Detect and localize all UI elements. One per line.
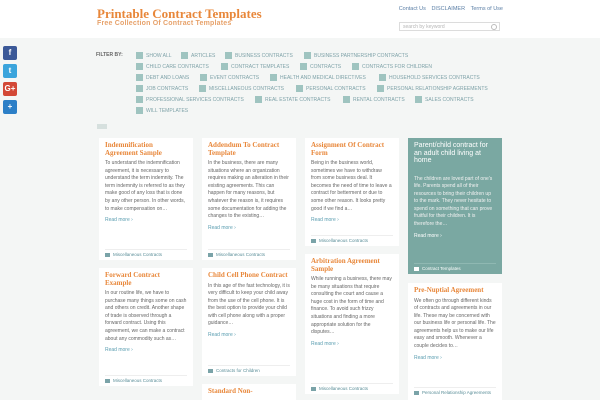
filter-event-contracts[interactable] <box>200 74 259 82</box>
post-card[interactable] <box>99 138 193 260</box>
post-category-label: Contract Templates <box>422 266 461 271</box>
post-category-label: Contracts for Children <box>216 368 260 373</box>
top-nav <box>395 6 503 12</box>
post-title[interactable]: Arbitration Agreement Sample <box>311 257 380 273</box>
read-more-link[interactable]: Read more › <box>311 217 339 224</box>
filter-miscellaneous-contracts[interactable] <box>199 85 284 93</box>
post-category[interactable] <box>414 387 496 396</box>
read-more-link[interactable]: Read more › <box>311 340 339 347</box>
filter-health-and-medical-directives[interactable] <box>270 74 366 82</box>
filter-label-text: HEALTH AND MEDICAL DIRECTIVES <box>280 75 366 81</box>
checkbox-icon <box>296 85 303 92</box>
filter-job-contracts[interactable] <box>136 85 188 93</box>
read-more-link[interactable]: Read more › <box>208 224 236 231</box>
nav-terms-of-use[interactable]: Terms of Use <box>470 6 503 12</box>
read-more-link[interactable]: Read more › <box>414 354 442 361</box>
filter-personal-relationship-agreements[interactable] <box>377 85 488 93</box>
checkbox-icon <box>225 52 232 59</box>
checkbox-icon <box>255 96 262 103</box>
filter-contract-templates[interactable] <box>221 63 289 71</box>
filter-label-text: BUSINESS PARTNERSHIP CONTRACTS <box>314 53 409 59</box>
filter-label-text: CONTRACTS <box>310 64 342 70</box>
post-excerpt: We often go through different kinds of contracts and agreements in our life. These may be concerned with our business life or personal life. The agreements help us to make our life easy and smooth. Whenever a couple decides to… <box>414 297 496 350</box>
checkbox-icon <box>415 96 422 103</box>
post-title[interactable]: Addendum To Contract Template <box>208 141 280 157</box>
post-category-label: Miscellaneous Contracts <box>113 378 163 383</box>
post-category-label: Miscellaneous Contracts <box>319 238 369 243</box>
filter-contracts[interactable] <box>300 63 341 71</box>
post-excerpt: In our routine life, we have to purchase many things some on cash and others on credit. Another shape of trade is observed through a forward contract. Using this agreement, we can make a contract about any commodity such as… <box>105 290 187 342</box>
folder-icon <box>311 387 316 391</box>
post-title[interactable]: Indemnification Agreement Sample <box>105 141 162 157</box>
search-input[interactable] <box>399 22 500 31</box>
post-card[interactable] <box>202 138 296 260</box>
post-title[interactable]: Pre-Nuptial Agreement <box>414 286 484 294</box>
filter-label-text: CONTRACT TEMPLATES <box>231 64 290 70</box>
checkbox-icon <box>270 74 277 81</box>
post-category-label: Miscellaneous Contracts <box>216 252 266 257</box>
filter-contracts-for-children[interactable] <box>352 63 432 71</box>
post-title[interactable]: Parent/child contract for an adult child living at home <box>414 142 488 164</box>
filter-label-text: PROFESSIONAL SERVICES CONTRACTS <box>146 97 244 103</box>
post-excerpt: While running a business, there may be many situations that require consulting the court and cause a huge cost in the form of time and finance. To avoid such frizzy situations and finding a more appropriate solution for the disputes… <box>311 276 392 336</box>
post-category[interactable] <box>414 263 496 272</box>
googleplus-icon[interactable]: G+ <box>3 82 17 96</box>
folder-icon <box>208 253 213 257</box>
post-category[interactable] <box>105 375 187 384</box>
checkbox-icon <box>352 63 359 70</box>
site-tagline: Free Collection Of Contract Templates <box>97 20 232 27</box>
post-category[interactable] <box>311 235 393 244</box>
filter-rental-contracts[interactable] <box>343 96 405 104</box>
filter-show-all[interactable] <box>136 52 172 60</box>
post-excerpt: The children are loved part of one's life. Parents spend all of their resources to bring their children up to the mark. They never hesitate to spend on something that can prove fruitful for their children. It is therefore the… <box>414 175 493 228</box>
checkbox-icon <box>136 96 143 103</box>
checkbox-icon <box>200 74 207 81</box>
filter-label-text: EVENT CONTRACTS <box>210 75 260 81</box>
filter-label: FILTER BY: <box>96 52 123 58</box>
filter-label-text: ARTICLES <box>191 53 216 59</box>
filter-label-text: CONTRACTS FOR CHILDREN <box>362 64 433 70</box>
filter-professional-services-contracts[interactable] <box>136 96 244 104</box>
post-category[interactable] <box>311 383 393 392</box>
filter-label-text: BUSINESS CONTRACTS <box>235 53 293 59</box>
filter-articles[interactable] <box>181 52 215 60</box>
filter-label-text: MISCELLANEOUS CONTRACTS <box>209 86 285 92</box>
post-card[interactable] <box>202 268 296 376</box>
filter-collapse-toggle[interactable] <box>97 124 107 129</box>
nav-disclaimer[interactable]: DISCLAIMER <box>431 6 466 12</box>
share-icon[interactable]: + <box>3 100 17 114</box>
filter-personal-contracts[interactable] <box>296 85 366 93</box>
post-card[interactable] <box>408 283 502 400</box>
checkbox-icon <box>136 74 143 81</box>
post-category-label: Personal Relationship Agreements <box>422 390 492 395</box>
post-card[interactable] <box>202 384 296 400</box>
post-excerpt: In this age of the fast technology, it is very difficult to keep your child away from the use of the cell phone. It is the best option to provide your child with cell phone along with a proper guidance… <box>208 282 290 327</box>
read-more-link[interactable]: Read more › <box>414 232 442 239</box>
folder-icon <box>208 369 213 373</box>
checkbox-icon <box>136 85 143 92</box>
filter-label-text: RENTAL CONTRACTS <box>353 97 405 103</box>
checkbox-icon <box>221 63 228 70</box>
post-category-label: Miscellaneous Contracts <box>319 386 369 391</box>
filter-label-text: CHILD CARE CONTRACTS <box>146 64 209 70</box>
post-card-featured[interactable] <box>408 138 502 274</box>
read-more-link[interactable]: Read more › <box>105 217 133 224</box>
read-more-link[interactable]: Read more › <box>105 347 133 354</box>
post-title[interactable]: Standard Non- <box>208 387 253 395</box>
filter-label-text: SHOW ALL <box>146 53 172 59</box>
checkbox-icon <box>181 52 188 59</box>
filter-label-text: PERSONAL RELATIONSHIP AGREEMENTS <box>387 86 488 92</box>
post-excerpt: To understand the indemnification agreement, it is necessary to understand the term indemnity. The term indemnity is referred to as they make good of any loss that is done by any other person. In other words, to make compensation on… <box>105 160 186 212</box>
post-title[interactable]: Forward Contract Example <box>105 271 161 287</box>
post-category[interactable] <box>208 249 290 258</box>
filter-label-text: JOB CONTRACTS <box>146 86 189 92</box>
filter-business-contracts[interactable] <box>225 52 293 60</box>
filter-child-care-contracts[interactable] <box>136 63 209 71</box>
filter-debt-and-loans[interactable] <box>136 74 189 82</box>
checkbox-icon <box>379 74 386 81</box>
filter-household-services-contracts[interactable] <box>379 74 480 82</box>
search-placeholder: search by keyword <box>403 24 445 30</box>
site-title[interactable]: Printable Contract Templates <box>97 6 262 21</box>
post-card[interactable] <box>305 254 399 394</box>
post-category[interactable] <box>208 365 290 374</box>
post-title[interactable]: Assignment Of Contract Form <box>311 141 385 157</box>
filter-will-templates[interactable] <box>136 107 188 115</box>
nav-contact-us[interactable]: Contact Us <box>398 6 426 12</box>
search-icon[interactable] <box>491 24 497 30</box>
twitter-icon[interactable]: t <box>3 64 17 78</box>
folder-icon <box>105 379 110 383</box>
post-category[interactable] <box>105 249 187 258</box>
post-card[interactable] <box>305 138 399 246</box>
post-category-label: Miscellaneous Contracts <box>113 252 163 257</box>
filter-real-estate-contracts[interactable] <box>255 96 330 104</box>
checkbox-icon <box>199 85 206 92</box>
post-excerpt: Being in the business world, sometimes we have to withdraw from some business deal. It becomes the need of time to leave a contract for betterment or due to some other reason. It looks pretty good if we find a… <box>311 160 392 212</box>
checkbox-icon <box>136 52 143 59</box>
folder-icon <box>311 239 316 243</box>
folder-icon <box>414 391 419 395</box>
filter-label-text: DEBT AND LOANS <box>146 75 190 81</box>
folder-icon <box>105 253 110 257</box>
checkbox-icon <box>343 96 350 103</box>
checkbox-icon <box>136 63 143 70</box>
checkbox-icon <box>136 107 143 114</box>
checkbox-icon <box>377 85 384 92</box>
filter-label-text: SALES CONTRACTS <box>425 97 474 103</box>
checkbox-icon <box>304 52 311 59</box>
filter-sales-contracts[interactable] <box>415 96 474 104</box>
post-card[interactable] <box>99 268 193 386</box>
folder-icon <box>414 267 419 271</box>
filter-label-text: REAL ESTATE CONTRACTS <box>265 97 331 103</box>
facebook-icon[interactable]: f <box>3 46 17 60</box>
post-title[interactable]: Child Cell Phone Contract <box>208 271 288 279</box>
read-more-link[interactable]: Read more › <box>208 332 236 339</box>
checkbox-icon <box>300 63 307 70</box>
site-header <box>0 0 600 38</box>
filter-label-text: PERSONAL CONTRACTS <box>306 86 366 92</box>
filter-label-text: WILL TEMPLATES <box>146 108 189 114</box>
post-excerpt: In the business, there are many situations where an organization requires making an alteration in their existing agreements. This can happen for many reasons, but whatever the reason is, it requires some documentation for adding the changes to the existing… <box>208 160 289 220</box>
filter-business-partnership-contracts[interactable] <box>304 52 408 60</box>
filter-label-text: HOUSEHOLD SERVICES CONTRACTS <box>389 75 480 81</box>
